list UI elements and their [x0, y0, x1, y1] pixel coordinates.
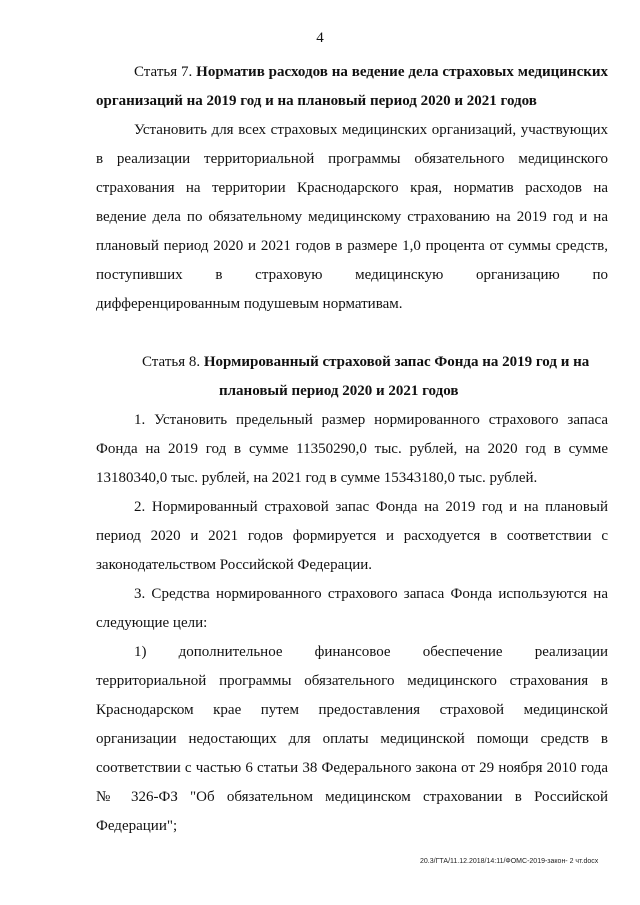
- article-7-label: Статья 7.: [134, 64, 193, 80]
- document-footer: 20.3/ГТА/11.12.2018/14:11/ФОМС-2019-закон- 2 чт.docx: [420, 858, 599, 865]
- article-8-title-line1: Нормированный страховой запас Фонда на 2019 год и на: [203, 354, 590, 370]
- article-8-paragraph: 2. Нормированный страховой запас Фонда на 2019 год и на плановый период 2020 и 2021 годов формируется и расходуется в соответствии с законодательством Российской Федерации.: [96, 499, 608, 573]
- article-7-text: Установить для всех страховых медицинских организаций, участвующих в реализации территориальной программы обязательного медицинского страхования на территории Краснодарского края, норматив расходов на ведение дела по обязательному медицинскому страхованию на 2019 год и на плановый период 2020 и 2021 годов в размере 1,0 процента от суммы средств, поступивших в страховую медицинскую организацию по дифференцированным подушевым нормативам.: [96, 122, 608, 312]
- article-8-label: Статья 8.: [142, 354, 201, 370]
- article-8-heading-cont: [96, 377, 608, 406]
- article-8-paragraph: 1) дополнительное финансовое обеспечение реализации территориальной программы обязательного медицинского страхования в Краснодарском крае путем предоставления страховой медицинской организации недостающих для оплаты медицинской помощи средств в соответствии с частью 6 статьи 38 Федерального закона от 29 ноября 2010 года № 326-ФЗ "Об обязательном медицинском страховании в Российской Федерации";: [96, 644, 608, 834]
- page-number: 4: [316, 30, 324, 46]
- article-7-heading: [96, 58, 608, 116]
- article-7-title: Норматив расходов на ведение дела страховых медицинских организаций на 2019 год и на плановый период 2020 и 2021 годов: [96, 64, 609, 109]
- article-8-paragraph: 1. Установить предельный размер нормированного страхового запаса Фонда на 2019 год в сумме 11350290,0 тыс. рублей, на 2020 год в сумме 13180340,0 тыс. рублей, на 2021 год в сумме 15343180,0 тыс. рублей.: [96, 412, 608, 486]
- document-body: [96, 58, 608, 841]
- article-8-heading: [96, 348, 608, 377]
- article-8-title-line2: плановый период 2020 и 2021 годов: [219, 383, 459, 399]
- article-8-paragraph: 3. Средства нормированного страхового запаса Фонда используются на следующие цели:: [96, 586, 608, 631]
